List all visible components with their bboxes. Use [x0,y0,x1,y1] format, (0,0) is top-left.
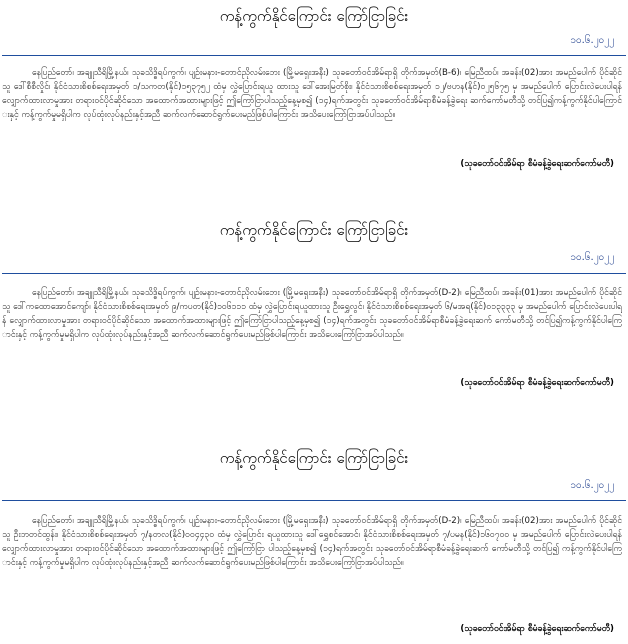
notice-signature: (သုခတော်ဝင်အိမ်ရာ စီမံခန့်ခွဲရေးဆက်ကော်မတီ) [460,378,614,388]
notice-body: နေပြည်တော်၊ အချူသီရိမြို့နယ်၊ သုခသိဒ္ဓိရပ်ကွက်၊ ပျဉ်းမနား-တောင်ညိုလမ်းဘေး (မြို့မရှေးအနီး) သုခတော်ဝင်အိမ်ရာရှိ တိုက်အမှတ်(B-6)၊ မြေညီထပ်၊ အခန်း(02)အား အမည်ပေါက် ပိုင်ဆိုင်သူ ဒေါ်စီစီလှိုင်၊ နိုင်ငံသားစိစစ်ရေးအမှတ် ၁/သကတ(နိုင်)၁၅၃၇၅၂ ထံမှ လွှဲပြောင်းရယူ ထားသူ ဒေါ်အေးမြတ်စိုး၊ နိုင်ငံသားစိစစ်ရေးအမှတ် ၁၂/ဗဟန(နိုင်)၀၂၅၆၇၅ မှ အမည်ပေါက် ပြောင်းလဲပေးပါရန် လျှောက်ထားလာမှုအား တရားဝင်ပိုင်ဆိုင်သော အထောက်အထားများဖြင့် ဤကြော်ငြာပါသည့်နေ့မှစ၍ (၁၄)ရက်အတွင်း သုခတော်ဝင်အိမ်ရာစီမံခန့်ခွဲရေး ဆက်ကော်မတီသို့ တင်ပြ၍ကန့်ကွက်နိုင်ပါကြောင်းနှင့် ကန့်ကွက်မှုမရှိပါက လုပ်ထုံးလုပ်နည်းနှင့်အညီ ဆက်လက်ဆောင်ရွက်ပေးမည်ဖြစ်ပါကြောင်း အသိပေးကြော်ငြာအပ်ပါသည်။ [2,68,622,120]
notice-title: ကန့်ကွက်နိုင်ကြောင်း ကြော်ငြာခြင်း [219,7,409,25]
notice-body: နေပြည်တော်၊ အချူသီရိမြို့နယ်၊ သုခသိဒ္ဓိရပ်ကွက်၊ ပျဉ်းမနား-တောင်ညိုလမ်းဘေး (မြို့မရှေးအနီး) သုခတော်ဝင်အိမ်ရာရှိ တိုက်အမှတ်(D-2)၊ မြေညီထပ်၊ အခန်း(02)အား အမည်ပေါက် ပိုင်ဆိုင်သူ ဦးဘတင်ထွန်း၊ နိုင်ငံသားစိစစ်ရေးအမှတ် ၇/နတလ(နိုင်)၀၀၄၄၃၀ ထံမှ လွှဲပြောင်း ရယူထားသူ ဒေါ်ရွှေစင်အောင်၊ နိုင်ငံသားစိစစ်ရေးအမှတ် ၇/ပမန(နိုင်)၁၆၀၇၀၀ မှ အမည်ပေါက် ပြောင်းလဲပေးပါရန် လျှောက်ထားလာမှုအား တရားဝင်ပိုင်ဆိုင်သော အထောက်အထားများဖြင့် ဤကြော်ငြာ ပါသည့်နေ့မှစ၍ (၁၄)ရက်အတွင်း သုခတော်ဝင်အိမ်ရာစီမံခန့်ခွဲရေးဆက် ကော်မတီသို့ တင်ပြ၍ ကန့်ကွက်နိုင်ပါကြောင်းနှင့် ကန့်ကွက်မှုမရှိပါက လုပ်ထုံးလုပ်နည်းနှင့်အညီ ဆက်လက်ဆောင်ရွက်ပေးမည်ဖြစ်ပါကြောင်း အသိပေးကြော်ငြာအပ်ပါသည်။ [2,516,622,568]
notice-date: ၁၀.၆.၂၀၂၂ [570,35,614,46]
notice-title: ကန့်ကွက်နိုင်ကြောင်း ကြော်ငြာခြင်း [219,221,409,239]
divider [2,273,626,274]
notice-signature: (သုခတော်ဝင်အိမ်ရာ စီမံခန့်ခွဲရေးဆက်ကော်မတီ) [460,624,614,634]
notice-date: ၁၀.၆.၂၀၂၂ [570,252,614,263]
notice-title: ကန့်ကွက်နိုင်ကြောင်း ကြော်ငြာခြင်း [219,449,409,467]
notice-signature: (သုခတော်ဝင်အိမ်ရာ စီမံခန့်ခွဲရေးဆက်ကော်မတီ) [460,159,614,169]
notice-date: ၁၀.၆.၂၀၂၂ [570,480,614,491]
divider [2,500,626,501]
divider [2,55,626,56]
notice-body: နေပြည်တော်၊ အချူသီရိမြို့နယ်၊ သုခသိဒ္ဓိရပ်ကွက်၊ ပျဉ်းမနား-တောင်ညိုလမ်းဘေး (မြို့မရှေးအနီး) သုခတော်ဝင်အိမ်ရာရှိ တိုက်အမှတ်(D-2)၊ မြေညီထပ်၊ အခန်း(01)အား အမည်ပေါက် ပိုင်ဆိုင်သူ ဒေါ်ကထောအောင်ကျော်၊ နိုင်ငံသားစိစစ်ရေးအမှတ် ၉/ကပတ(နိုင်)၁၀၆၁၁၁ ထံမှ လွှဲပြောင်းရယူထားသူ ဦးရွှေလွင်၊ နိုင်ငံသားစိစစ်ရေးအမှတ် ၆/မအရ(နိုင်)၀၁၃၃၃၃ မှ အမည်ပေါက် ပြောင်းလဲပေးပါရန် လျှောက်ထားလာမှုအား တရားဝင်ပိုင်ဆိုင်သော အထောက်အထားများဖြင့် ဤကြော်ငြာပါသည့်နေ့မှစ၍ (၁၄)ရက်အတွင်း သုခတော်ဝင်အိမ်ရာစီမံခန့်ခွဲရေးဆက် ကော်မတီသို့ တင်ပြ၍ကန့်ကွက်နိုင်ပါကြောင်းနှင့် ကန့်ကွက်မှုမရှိပါက လုပ်ထုံးလုပ်နည်းနှင့်အညီ ဆက်လက်ဆောင်ရွက်ပေးမည်ဖြစ်ပါကြောင်း အသိပေးကြော်ငြာအပ်ပါသည်။ [2,288,622,340]
